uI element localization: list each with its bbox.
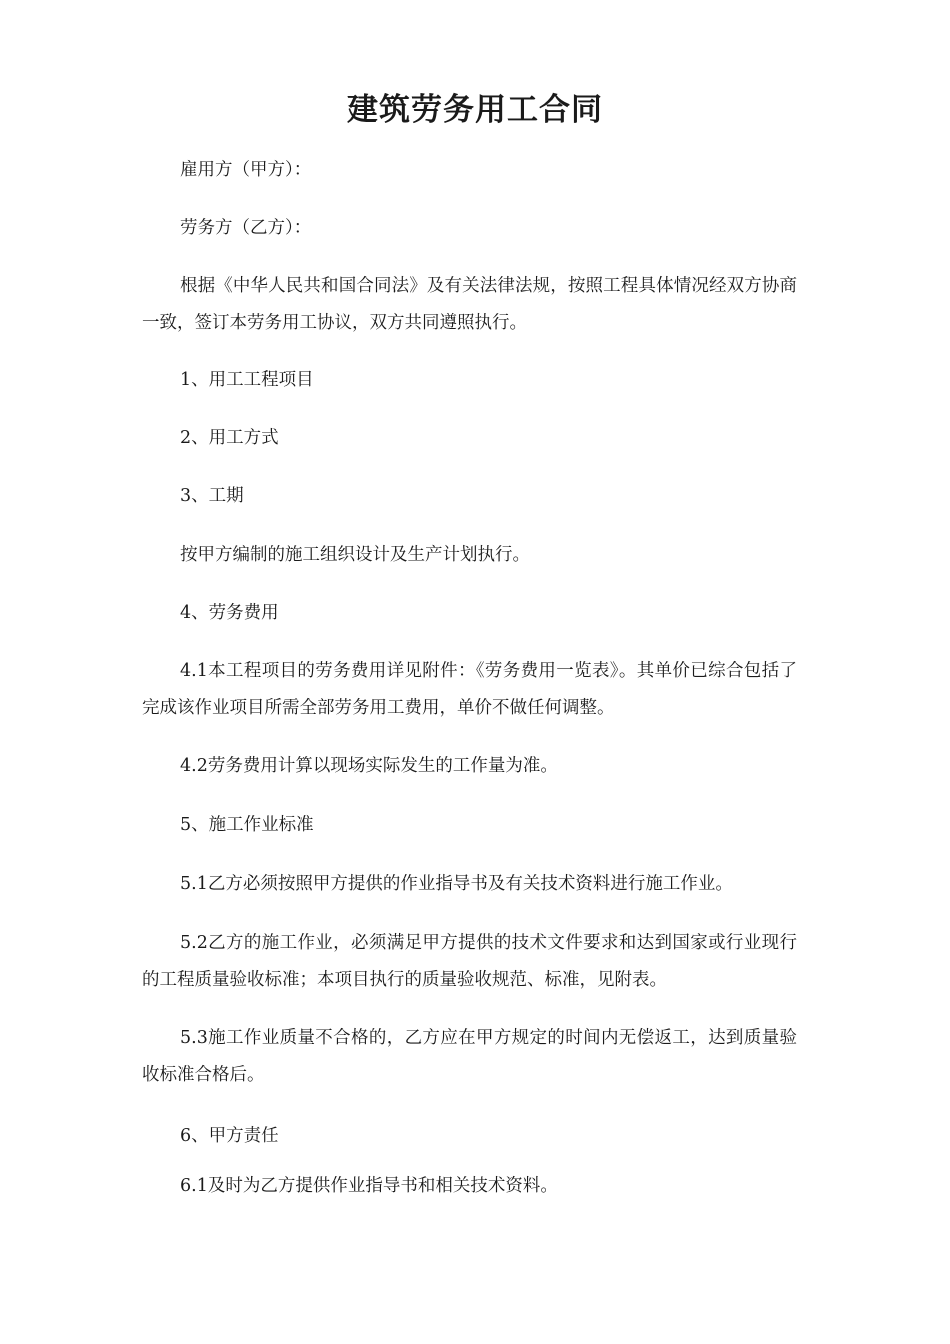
clause-5-2: 5.2乙方的施工作业，必须满足甲方提供的技术文件要求和达到国家或行业现行的工程质量验收标准；本项目执行的质量验收规范、标准，见附表。 <box>142 933 797 990</box>
clause-5-1: 5.1乙方必须按照甲方提供的作业指导书及有关技术资料进行施工作业。 <box>180 874 733 894</box>
clause-6-1: 6.1及时为乙方提供作业指导书和相关技术资料。 <box>180 1176 558 1196</box>
clause-5-3: 5.3施工作业质量不合格的，乙方应在甲方规定的时间内无偿返工，达到质量验收标准合格后。 <box>142 1028 797 1085</box>
section-heading-1: 1、用工工程项目 <box>180 370 314 390</box>
clause-4-1: 4.1本工程项目的劳务费用详见附件：《劳务费用一览表》。其单价已综合包括了完成该作业项目所需全部劳务用工费用，单价不做任何调整。 <box>142 661 797 718</box>
party-b-line: 劳务方（乙方）： <box>180 218 312 238</box>
clause-4-2: 4.2劳务费用计算以现场实际发生的工作量为准。 <box>180 756 558 776</box>
party-a-line: 雇用方（甲方）： <box>180 160 312 180</box>
section-heading-6: 6、甲方责任 <box>180 1126 279 1146</box>
document-title: 建筑劳务用工合同 <box>347 92 603 128</box>
clause-paragraph: 按甲方编制的施工组织设计及生产计划执行。 <box>180 545 530 565</box>
section-heading-2: 2、用工方式 <box>180 428 279 448</box>
section-heading-5: 5、施工作业标准 <box>180 815 314 835</box>
preamble-paragraph: 根据《中华人民共和国合同法》及有关法律法规，按照工程具体情况经双方协商一致，签订本劳务用工协议，双方共同遵照执行。 <box>142 276 797 333</box>
section-heading-4: 4、劳务费用 <box>180 603 279 623</box>
section-heading-3: 3、工期 <box>180 486 244 506</box>
